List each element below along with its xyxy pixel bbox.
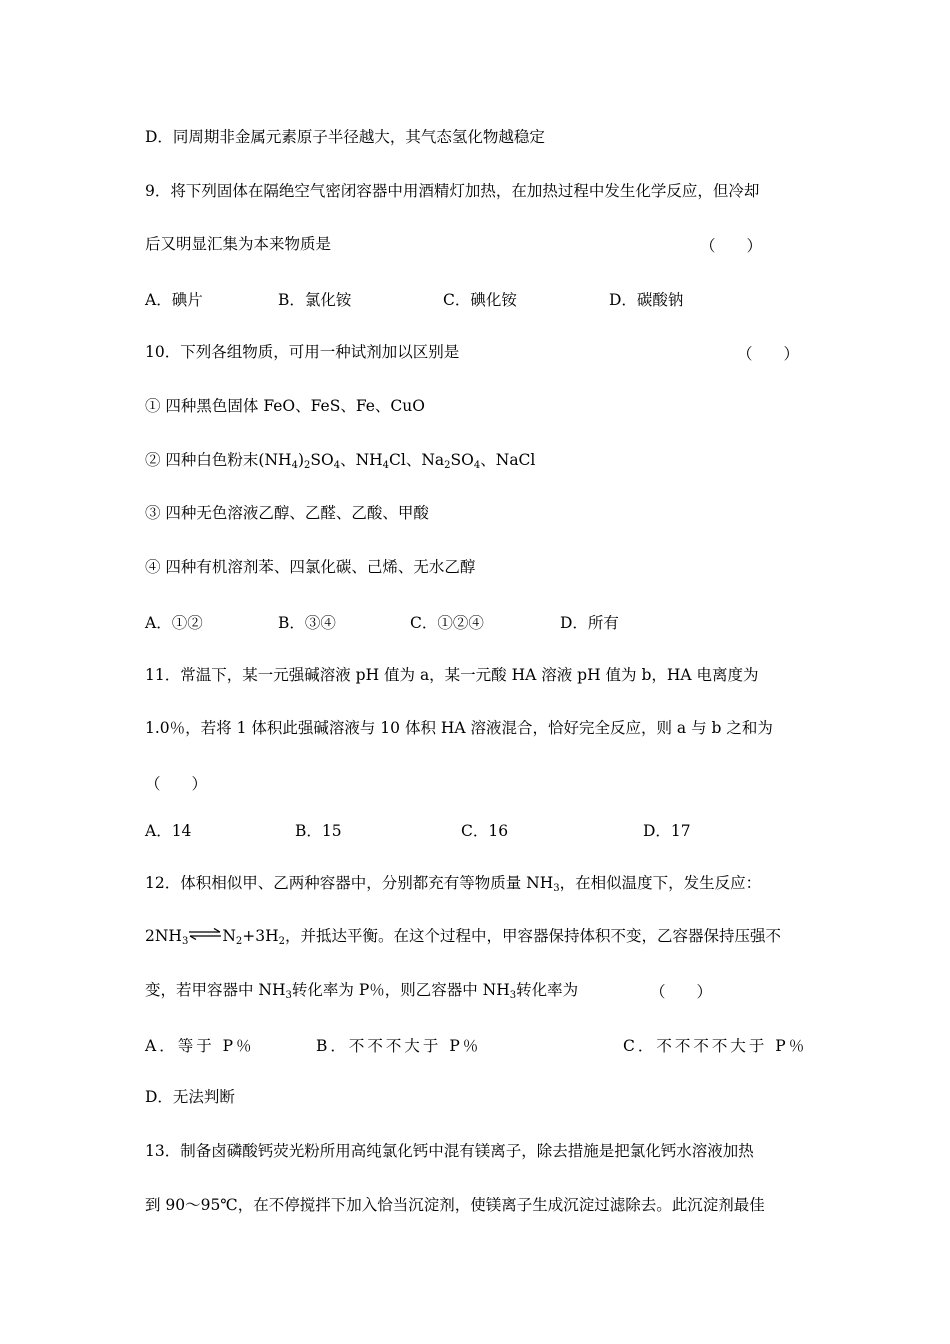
q11-option-d: D．17 [643,822,691,840]
q10-stem: 10．下列各组物质，可用一种试剂加以区别是 [145,343,460,361]
q9-option-a: A．碘片 [145,291,203,309]
q12-option-a: A．等于 P％ [145,1037,255,1055]
q11-option-c: C．16 [461,822,509,840]
q11-stem-line1: 11．常温下，某一元强碱溶液 pH 值为 a，某一元酸 HA 溶液 pH 值为 b，HA 电离度为 [145,666,759,684]
q12-option-c: C．不不不不大于 P％ [623,1037,808,1055]
q10-option-a: A．①② [145,614,203,632]
q9-option-c: C．碘化铵 [443,291,517,309]
q12-stem-line2: $2NH_3$ $N_2+3H_2$，并抵达平衡。在这个过程中，甲容器保持体积不变，乙容器保持压强不 [145,927,782,947]
q10-item-4: ④ 四种有机溶剂苯、四氯化碳、己烯、无水乙醇 [145,558,476,576]
q11-stem-line2: 1.0％，若将 1 体积此强碱溶液与 10 体积 HA 溶液混合，恰好完全反应，则 a 与 b 之和为 [145,719,773,737]
q9-stem-line1: 9．将下列固体在隔绝空气密闭容器中用酒精灯加热，在加热过程中发生化学反应，但冷却 [145,182,760,200]
q8-option-d: D．同周期非金属元素原子半径越大，其气态氢化物越稳定 [145,128,545,146]
q9-option-d: D．碳酸钠 [609,291,684,309]
q12-option-b: B．不不不大于 P％ [316,1037,482,1055]
equilibrium-arrow-icon [188,928,222,940]
q10-item-3: ③ 四种无色溶液乙醇、乙醛、乙酸、甲酸 [145,504,429,522]
q12-stem-line1: 12．体积相似甲、乙两种容器中，分别都充有等物质量 $NH_3$，在相似温度下，发生反应： [145,874,762,894]
q12-stem-line3: 变，若甲容器中 $NH_3$转化率为 P％，则乙容器中 $NH_3$转化率为 [145,981,579,1001]
q9-answer-paren: （ ） [700,237,763,255]
q11-option-b: B．15 [295,822,342,840]
q9-stem-line2: 后又明显汇集为本来物质是 [145,235,332,253]
q9-option-b: B．氯化铵 [278,291,352,309]
q13-stem-line2: 到 90～95℃，在不停搅拌下加入恰当沉淀剂，使镁离子生成沉淀过滤除去。此沉淀剂最佳 [145,1196,765,1214]
q10-item-1: ① 四种黑色固体 FeO、FeS、Fe、CuO [145,397,425,415]
q12-answer-paren: （ ） [650,983,713,1001]
q10-option-d: D．所有 [560,614,619,632]
q10-option-b: B．③④ [278,614,336,632]
q10-option-c: C．①②④ [410,614,484,632]
q13-stem-line1: 13．制备卤磷酸钙荧光粉所用高纯氯化钙中混有镁离子，除去措施是把氯化钙水溶液加热 [145,1142,754,1160]
q10-item-2: ② 四种白色粉末$(NH_4)_2SO_4$、$NH_4Cl$、$Na_2SO_4$、NaCl [145,451,536,471]
q12-option-d: D．无法判断 [145,1088,235,1106]
q10-answer-paren: （ ） [737,345,800,363]
q11-answer-paren: （ ） [145,775,208,793]
q11-option-a: A．14 [145,822,192,840]
